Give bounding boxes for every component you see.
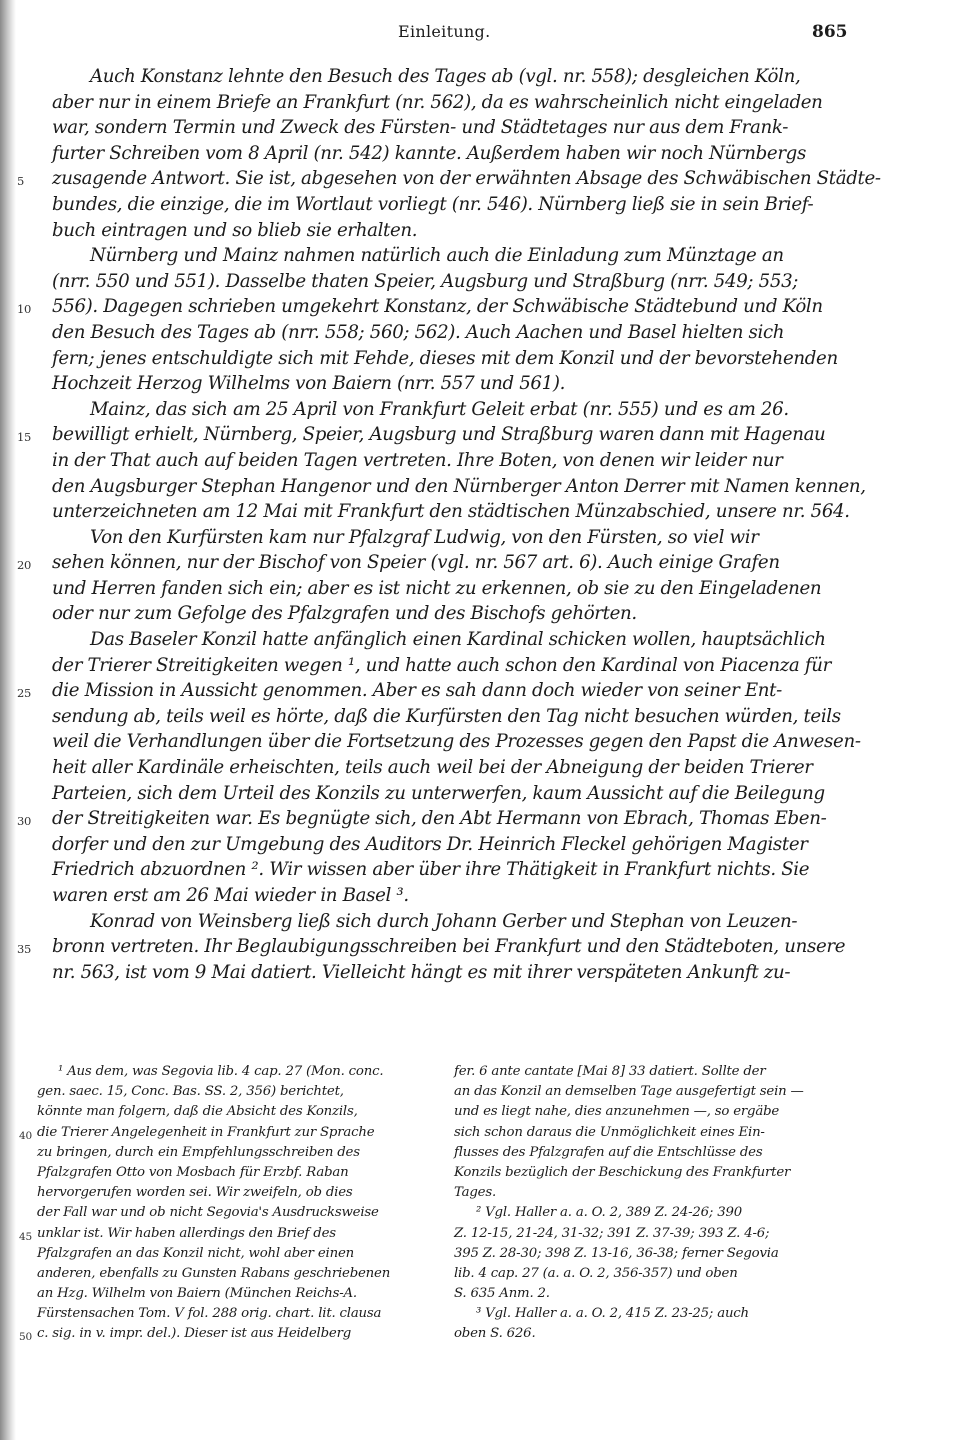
text-line xyxy=(0,550,960,576)
line-text: die Mission in Aussicht genommen. Aber es sah dann doch wieder von seiner Ent- xyxy=(52,680,782,702)
line-number: 45 xyxy=(19,1230,32,1243)
line-text: heit aller Kardinäle erheischten, teils auch weil bei der Abneigung der beiden Trierer xyxy=(52,757,813,779)
line-text: ¹ Aus dem, was Segovia lib. 4 cap. 27 (Mon. conc. xyxy=(58,1064,384,1079)
line-text: den Augsburger Stephan Hangenor und den Nürnberger Anton Derrer mit Namen kennen, xyxy=(52,475,866,497)
text-line xyxy=(0,832,960,858)
line-text: weil die Verhandlungen über die Fortsetzung des Prozesses gegen den Papst die Anwesen- xyxy=(52,731,861,753)
line-text: in der That auch auf beiden Tagen vertreten. Ihre Boten, von denen wir leider nur xyxy=(52,449,783,471)
line-text: oder nur zum Gefolge des Pfalzgrafen und des Bischofs gehörten. xyxy=(52,603,637,625)
line-text: waren erst am 26 Mai wieder in Basel ³. xyxy=(52,885,409,906)
line-text: Z. 12-15, 21-24, 31-32; 391 Z. 37-39; 393 Z. 4-6; xyxy=(454,1225,770,1241)
page-header xyxy=(0,22,960,48)
line-text: zu bringen, durch ein Empfehlungsschreiben des xyxy=(37,1144,360,1160)
line-number: 35 xyxy=(17,942,31,957)
line-text: sehen können, nur der Bischof von Speier (vgl. nr. 567 art. 6). Auch einige Grafen xyxy=(52,552,780,574)
line-number: 20 xyxy=(17,558,31,573)
text-line xyxy=(0,320,960,346)
line-number: 10 xyxy=(17,302,31,317)
text-line xyxy=(0,166,960,192)
line-number: 25 xyxy=(17,686,31,701)
line-number: 15 xyxy=(17,430,31,445)
text-line xyxy=(0,601,960,627)
line-text: der Trierer Streitigkeiten wegen ¹, und hatte auch schon den Kardinal von Piacenza für xyxy=(52,654,831,676)
line-text: fer. 6 ante cantate [Mai 8] 33 datiert. Sollte der xyxy=(454,1064,766,1079)
text-line xyxy=(0,934,960,960)
line-text: Friedrich abzuordnen ². Wir wissen aber über ihre Thätigkeit in Frankfurt nichts. Sie xyxy=(52,859,810,881)
line-text: ³ Vgl. Haller a. a. O. 2, 415 Z. 23-25; auch xyxy=(476,1306,749,1322)
text-line xyxy=(0,346,960,372)
line-text: und Herren fanden sich ein; aber es ist nicht zu erkennen, ob sie zu den Eingeladenen xyxy=(52,577,822,599)
line-text: fern; jenes entschuldigte sich mit Fehde, dieses mit dem Konzil und der bevorstehenden xyxy=(52,347,838,369)
line-text: ² Vgl. Haller a. a. O. 2, 389 Z. 24-26; 390 xyxy=(476,1205,742,1221)
text-line xyxy=(0,525,960,551)
line-text: gen. saec. 15, Conc. Bas. SS. 2, 356) berichtet, xyxy=(37,1084,344,1100)
line-text: hervorgerufen worden sei. Wir zweifeln, ob dies xyxy=(37,1185,353,1201)
text-line xyxy=(0,704,960,730)
text-line xyxy=(0,755,960,781)
text-line xyxy=(0,269,960,295)
text-line xyxy=(0,397,960,423)
text-line xyxy=(0,627,960,653)
text-line xyxy=(0,960,960,986)
text-line xyxy=(0,781,960,807)
text-line xyxy=(0,243,960,269)
main-text xyxy=(0,64,960,985)
line-text: zusagende Antwort. Sie ist, abgesehen von der erwähnten Absage des Schwäbischen Städte- xyxy=(52,168,881,190)
text-line xyxy=(0,909,960,935)
line-text: Parteien, sich dem Urteil des Konzils zu unterwerfen, kaum Aussicht auf die Beilegung xyxy=(52,782,825,804)
line-text: 395 Z. 28-30; 398 Z. 13-16, 36-38; ferner Segovia xyxy=(454,1245,779,1261)
text-line xyxy=(0,141,960,167)
text-line xyxy=(0,729,960,755)
line-text: (nrr. 550 und 551). Dasselbe thaten Speier, Augsburg und Straßburg (nrr. 549; 553; xyxy=(52,270,799,292)
line-text: bundes, die einzige, die im Wortlaut vorliegt (nr. 546). Nürnberg ließ sie in sein Brief- xyxy=(52,193,814,215)
line-text: Das Baseler Konzil hatte anfänglich einen Kardinal schicken wollen, hauptsächlich xyxy=(90,629,826,651)
line-text: Pfalzgrafen an das Konzil nicht, wohl aber einen xyxy=(37,1245,354,1261)
line-number: 5 xyxy=(17,174,24,189)
line-text: dorfer und den zur Umgebung des Auditors Dr. Heinrich Fleckel gehörigen Magister xyxy=(52,833,808,855)
line-text: bewilligt erhielt, Nürnberg, Speier, Augsburg und Straßburg waren dann mit Hagenau xyxy=(52,424,826,446)
line-text: der Fall war und ob nicht Segovia's Ausdrucksweise xyxy=(37,1205,379,1221)
line-text: die Trierer Angelegenheit in Frankfurt zur Sprache xyxy=(37,1124,375,1140)
line-text: flusses des Pfalzgrafen auf die Entschlüsse des xyxy=(454,1144,763,1160)
text-line xyxy=(0,371,960,397)
line-number: 50 xyxy=(19,1331,32,1344)
line-text: aber nur in einem Briefe an Frankfurt (nr. 562), da es wahrscheinlich nicht eingeladen xyxy=(52,91,823,113)
text-line xyxy=(0,218,960,244)
line-text: Auch Konstanz lehnte den Besuch des Tages ab (vgl. nr. 558); desgleichen Köln, xyxy=(90,66,801,87)
line-text: an Hzg. Wilhelm von Baiern (München Reichs-A. xyxy=(37,1286,357,1302)
line-number: 30 xyxy=(17,814,31,829)
line-text: sich schon daraus die Unmöglichkeit eines Ein- xyxy=(454,1124,765,1140)
line-text: 556). Dagegen schrieben umgekehrt Konstanz, der Schwäbische Städtebund und Köln xyxy=(52,296,823,318)
text-line xyxy=(0,90,960,116)
line-text: Mainz, das sich am 25 April von Frankfurt Geleit erbat (nr. 555) und es am 26. xyxy=(90,398,789,420)
line-text: buch eintragen und so blieb sie erhalten. xyxy=(52,219,418,241)
line-text: und es liegt nahe, dies anzunehmen —, so ergäbe xyxy=(454,1104,780,1120)
line-text: Konrad von Weinsberg ließ sich durch Johann Gerber und Stephan von Leuzen- xyxy=(90,910,798,932)
line-text: sendung ab, teils weil es hörte, daß die Kurfürsten den Tag nicht besuchen würden, teils xyxy=(52,705,841,727)
line-text: anderen, ebenfalls zu Gunsten Rabans geschriebenen xyxy=(37,1265,391,1281)
text-line xyxy=(0,576,960,602)
text-line xyxy=(0,64,960,90)
text-line xyxy=(0,857,960,883)
line-text: Von den Kurfürsten kam nur Pfalzgraf Ludwig, von den Fürsten, so viel wir xyxy=(90,526,759,548)
line-text: S. 635 Anm. 2. xyxy=(454,1286,550,1302)
line-text: Konzils bezüglich der Beschickung des Frankfurter xyxy=(454,1164,791,1180)
line-text: der Streitigkeiten war. Es begnügte sich, den Abt Hermann von Ebrach, Thomas Eben- xyxy=(52,808,827,830)
line-text: war, sondern Termin und Zweck des Fürsten- und Städtetages nur aus dem Frank- xyxy=(52,117,789,139)
line-text: an das Konzil an demselben Tage ausgefertigt sein — xyxy=(454,1084,804,1100)
page-number: 865 xyxy=(812,22,848,42)
text-line xyxy=(0,653,960,679)
text-line xyxy=(0,678,960,704)
line-text: könnte man folgern, daß die Absicht des Konzils, xyxy=(37,1104,358,1120)
line-text: oben S. 626. xyxy=(454,1326,536,1342)
line-text: Tages. xyxy=(454,1185,496,1201)
line-text: c. sig. in v. impr. del.). Dieser ist aus Heidelberg xyxy=(37,1326,352,1342)
text-line xyxy=(0,806,960,832)
line-text: Pfalzgrafen Otto von Mosbach für Erzbf. Raban xyxy=(37,1164,349,1180)
line-text: nr. 563, ist vom 9 Mai datiert. Vielleicht hängt es mit ihrer verspäteten Ankunft zu- xyxy=(52,961,791,983)
text-line xyxy=(0,474,960,500)
text-line xyxy=(0,192,960,218)
line-text: bronn vertreten. Ihr Beglaubigungsschreiben bei Frankfurt und den Städteboten, unsere xyxy=(52,936,846,958)
text-line xyxy=(0,115,960,141)
text-line xyxy=(0,499,960,525)
line-text: Fürstensachen Tom. V fol. 288 orig. chart. lit. clausa xyxy=(37,1306,382,1322)
line-text: Nürnberg und Mainz nahmen natürlich auch die Einladung zum Münztage an xyxy=(90,245,784,267)
text-line xyxy=(0,883,960,909)
text-line xyxy=(0,422,960,448)
line-text: Hochzeit Herzog Wilhelms von Baiern (nrr. 557 und 561). xyxy=(52,373,566,395)
text-line xyxy=(0,448,960,474)
running-head: Einleitung. xyxy=(398,22,491,41)
text-line xyxy=(0,294,960,320)
line-text: furter Schreiben vom 8 April (nr. 542) kannte. Außerdem haben wir noch Nürnbergs xyxy=(52,142,806,164)
line-text: lib. 4 cap. 27 (a. a. O. 2, 356-357) und oben xyxy=(454,1265,738,1281)
line-text: unterzeichneten am 12 Mai mit Frankfurt den städtischen Münzabschied, unsere nr. 564. xyxy=(52,501,850,523)
line-text: unklar ist. Wir haben allerdings den Brief des xyxy=(37,1225,336,1241)
line-text: den Besuch des Tages ab (nrr. 558; 560; 562). Auch Aachen und Basel hielten sich xyxy=(52,321,785,343)
line-number: 40 xyxy=(19,1129,32,1142)
